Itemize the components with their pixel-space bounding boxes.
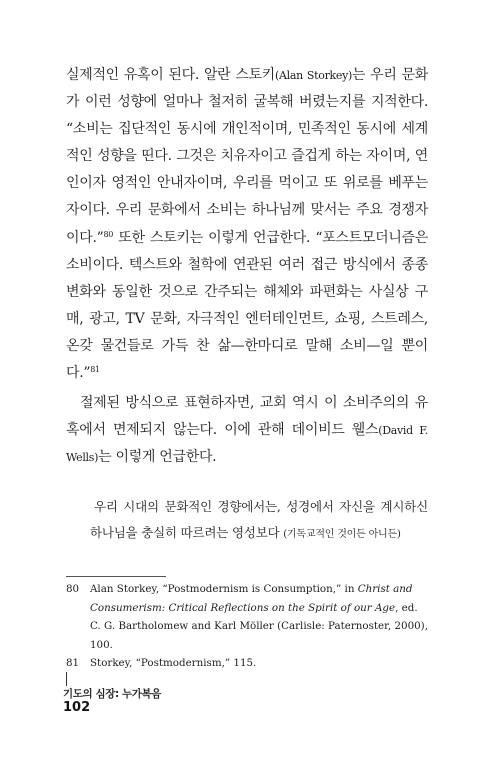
page-number: 102 — [63, 700, 91, 715]
quote-text: 우리 시대의 문화적인 경향에서는, 성경에서 자신을 계시하신 하나님을 충실히 따르려는 영성보다 — [90, 499, 428, 540]
p1-text-c: 또한 스토키는 이렇게 언급한다. “포스트모더니즘은 소비이다. 텍스트와 철학에 연관된 여러 접근 방식에서 종종 변화와 동일한 것으로 간주되는 해체와 파편화는 사실상 구매, 광고, TV 문화, 자극적인 엔터테인먼트, 쇼핑, 스트레스, 온갖 물건들로 가득 찬 삶—한마디로 말해 소비—일 뿐이다.” — [66, 229, 428, 382]
footnote-ref-80[interactable]: 80 — [103, 229, 114, 239]
footnote-text: Storkey, “Postmodernism,” 115. — [90, 657, 257, 670]
footnote-number: 81 — [66, 657, 80, 670]
quote-parenthetical: (기독교적인 것이든 아니든) — [283, 528, 401, 540]
quote-paragraph — [90, 494, 428, 547]
p2-text-a: 절제된 방식으로 표현하자면, 교회 역시 이 소비주의의 유혹에서 면제되지 않는다. 이에 관해 데이비드 웰스 — [66, 395, 428, 439]
paragraph-1 — [66, 62, 428, 387]
footnote-80 — [66, 580, 428, 654]
footnotes — [66, 580, 428, 673]
paragraph-2 — [66, 390, 428, 471]
footnote-number: 80 — [66, 583, 80, 595]
footnote-81 — [66, 654, 428, 673]
block-quote — [90, 494, 428, 547]
footer-marker-line — [66, 672, 67, 686]
p1-name-en: (Alan Storkey) — [275, 69, 353, 82]
footnote-text-tail: , ed. C. G. Bartholomew and Karl Möller (Carlisle: Paternoster, 2000), 100. — [90, 601, 428, 651]
p1-text-b: 는 우리 문화가 이런 성향에 얼마나 철저히 굴복해 버렸는지를 지적한다. “소비는 집단적인 동시에 개인적이며, 민족적인 동시에 세계적인 성향을 띤다. 그것은 치유자이고 즐겁게 하는 자이며, 연인이자 영적인 안내자이며, 우리를 먹이고 또 위로를 베푸는 자이다. 우리 문화에서 소비는 하나님께 맞서는 주요 경쟁자이다.” — [66, 67, 428, 246]
running-title: 기도의 심장: 누가복음 — [63, 688, 161, 700]
footnote-text: Alan Storkey, “Postmodernism is Consumption,” in — [90, 583, 358, 595]
body-text — [66, 62, 428, 471]
p2-name-en: (David F. Wells) — [66, 424, 429, 465]
p2-text-b: 는 이렇게 언급한다. — [98, 449, 217, 466]
footnote-ref-81[interactable]: 81 — [90, 365, 100, 375]
footnote-divider — [66, 576, 166, 577]
footnote-book-title: Christ and Consumerism: Critical Reflections on the Spirit of our Age — [90, 583, 413, 614]
p1-text-a: 실제적인 유혹이 된다. 알란 스토키 — [66, 67, 276, 83]
